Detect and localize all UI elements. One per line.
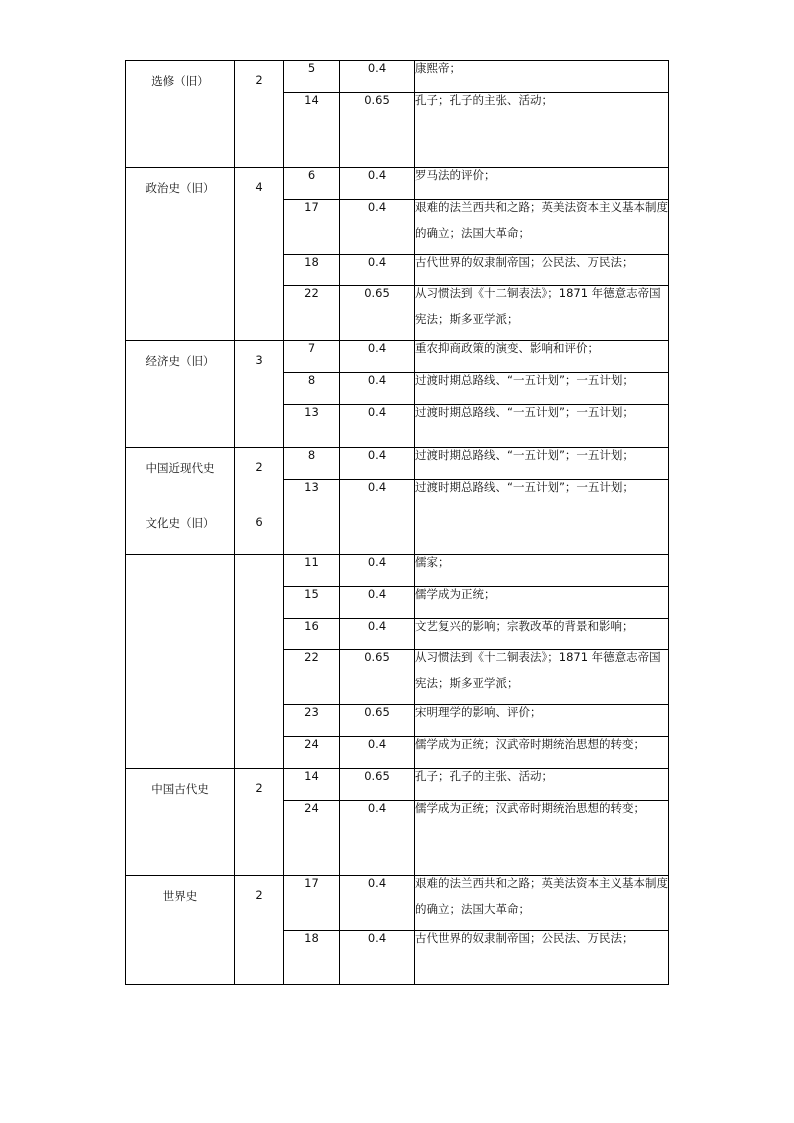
topic-cell: 宋明理学的影响、评价； [415,705,669,737]
question-number: 18 [284,931,340,985]
topic-cell: 重农抑商政策的演变、影响和评价； [415,341,669,373]
score-cell: 0.4 [340,801,415,876]
question-number: 11 [284,555,340,587]
score-cell: 0.65 [340,769,415,801]
topic-cell: 过渡时期总路线、“一五计划”；一五计划； [415,405,669,448]
score-cell: 0.4 [340,555,415,587]
question-number: 8 [284,448,340,480]
question-number: 24 [284,737,340,769]
score-cell: 0.4 [340,168,415,200]
score-cell: 0.65 [340,93,415,168]
question-number: 22 [284,650,340,705]
topic-cell: 从习惯法到《十二铜表法》；1871 年德意志帝国宪法；斯多亚学派； [415,286,669,341]
count-cell: 2 [235,876,284,985]
question-number: 24 [284,801,340,876]
topic-cell: 孔子；孔子的主张、活动； [415,93,669,168]
topic-cell: 文艺复兴的影响；宗教改革的背景和影响； [415,619,669,650]
score-cell: 0.4 [340,931,415,985]
category-cell: 政治史（旧） [126,168,235,341]
score-cell: 0.4 [340,619,415,650]
question-number: 13 [284,405,340,448]
question-number: 8 [284,373,340,405]
count-cell: 2 [235,448,284,555]
topic-cell: 儒学成为正统；汉武帝时期统治思想的转变； [415,801,669,876]
question-number: 14 [284,769,340,801]
question-number: 15 [284,587,340,619]
topic-cell: 古代世界的奴隶制帝国；公民法、万民法； [415,255,669,286]
question-number: 18 [284,255,340,286]
table-row [126,876,669,931]
score-cell: 0.65 [340,650,415,705]
question-number: 7 [284,341,340,373]
question-number: 13 [284,480,340,555]
question-number: 22 [284,286,340,341]
count-cell: 2 [235,769,284,876]
score-cell: 0.4 [340,255,415,286]
score-cell: 0.4 [340,341,415,373]
topic-cell: 艰难的法兰西共和之路；英美法资本主义基本制度的确立；法国大革命； [415,876,669,931]
topic-cell: 从习惯法到《十二铜表法》；1871 年德意志帝国宪法；斯多亚学派； [415,650,669,705]
question-number: 16 [284,619,340,650]
topic-cell: 孔子；孔子的主张、活动； [415,769,669,801]
category-cell: 世界史 [126,876,235,985]
score-cell: 0.65 [340,705,415,737]
score-cell: 0.4 [340,587,415,619]
question-number: 14 [284,93,340,168]
count-cell: 4 [235,168,284,341]
topic-cell: 罗马法的评价； [415,168,669,200]
count-cell: 3 [235,341,284,448]
category-cell: 文化史（旧） [126,555,235,769]
topic-cell: 儒家； [415,555,669,587]
topic-cell: 儒学成为正统； [415,587,669,619]
score-cell: 0.65 [340,286,415,341]
score-cell: 0.4 [340,200,415,255]
topic-cell: 过渡时期总路线、“一五计划”；一五计划； [415,373,669,405]
topic-cell: 儒学成为正统；汉武帝时期统治思想的转变； [415,737,669,769]
category-cell: 中国近现代史 [126,448,235,555]
topic-cell: 古代世界的奴隶制帝国；公民法、万民法； [415,931,669,985]
score-cell: 0.4 [340,61,415,93]
topic-cell: 过渡时期总路线、“一五计划”；一五计划； [415,448,669,480]
question-number: 17 [284,200,340,255]
count-cell: 6 [235,555,284,769]
knowledge-point-table [125,60,669,985]
count-cell: 2 [235,61,284,168]
score-cell: 0.4 [340,876,415,931]
question-number: 23 [284,705,340,737]
topic-cell: 康熙帝； [415,61,669,93]
category-cell: 经济史（旧） [126,341,235,448]
score-cell: 0.4 [340,373,415,405]
score-cell: 0.4 [340,480,415,555]
category-cell: 选修（旧） [126,61,235,168]
score-cell: 0.4 [340,448,415,480]
topic-cell: 过渡时期总路线、“一五计划”；一五计划； [415,480,669,555]
topic-cell: 艰难的法兰西共和之路；英美法资本主义基本制度的确立；法国大革命； [415,200,669,255]
question-number: 17 [284,876,340,931]
category-cell: 中国古代史 [126,769,235,876]
question-number: 5 [284,61,340,93]
question-number: 6 [284,168,340,200]
score-cell: 0.4 [340,405,415,448]
score-cell: 0.4 [340,737,415,769]
